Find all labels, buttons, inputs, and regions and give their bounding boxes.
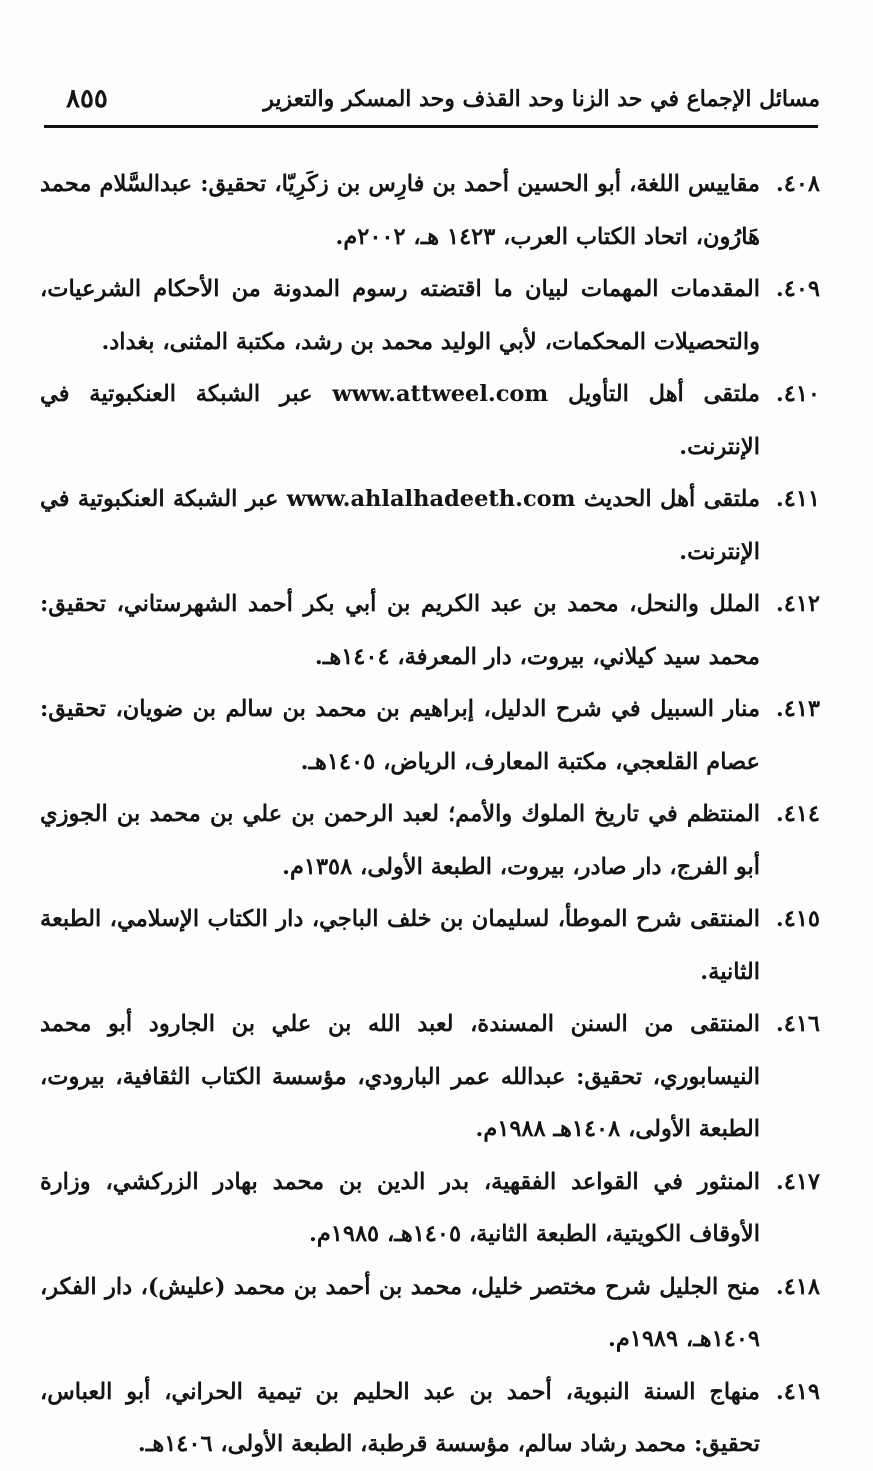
- entry-text: المقدمات المهمات لبيان ما اقتضته رسوم المدونة من الأحكام الشرعيات، والتحصيلات المحكمات، لأبي الوليد محمد بن رشد، مكتبة المثنى، بغداد.: [40, 276, 760, 355]
- bibliography-entry: [40, 158, 820, 263]
- entry-number: ٤١٧.: [775, 1168, 820, 1195]
- bibliography-entry: [40, 893, 820, 998]
- entry-text: المنتقى من السنن المسندة، لعبد الله بن علي بن الجارود أبو محمد النيسابوري، تحقيق: عبدالله عمر البارودي، مؤسسة الكتاب الثقافية، بيروت، الطبعة الأولى، ١٤٠٨هـ ١٩٨٨م.: [40, 1011, 760, 1142]
- page-header: [40, 78, 820, 124]
- entry-text: الملل والنحل، محمد بن عبد الكريم بن أبي بكر أحمد الشهرستاني، تحقيق: محمد سيد كيلاني، بيروت، دار المعرفة، ١٤٠٤هـ.: [40, 591, 760, 670]
- entry-number: ٤١٠.: [775, 381, 820, 407]
- bibliography-entry: [40, 1366, 820, 1471]
- entry-text: ملتقى أهل الحديث www.ahlalhadeeth.com عبر الشبكة العنكبوتية في الإنترنت.: [40, 486, 760, 565]
- entry-number: ٤١٢.: [775, 591, 820, 617]
- bibliography-entry: [40, 788, 820, 893]
- entry-number: ٤١١.: [775, 486, 820, 512]
- entry-text: منح الجليل شرح مختصر خليل، محمد بن أحمد بن محمد (عليش)، دار الفكر، ١٤٠٩هـ، ١٩٨٩م.: [40, 1273, 760, 1352]
- entry-number: ٤١٨.: [775, 1273, 820, 1300]
- bibliography-entry: [40, 998, 820, 1156]
- running-title: مسائل الإجماع في حد الزنا وحد القذف وحد المسكر والتعزير: [263, 86, 820, 112]
- entry-number: ٤١٤.: [775, 801, 820, 827]
- header-rule: [44, 125, 818, 128]
- entry-number: ٤١٥.: [775, 906, 820, 932]
- entry-text: المنتقى شرح الموطأ، لسليمان بن خلف الباجي، دار الكتاب الإسلامي، الطبعة الثانية.: [40, 906, 760, 985]
- entry-number: ٤١٦.: [775, 1011, 820, 1037]
- bibliography-entry: [40, 473, 820, 578]
- bibliography-entry: [40, 578, 820, 683]
- bibliography-entry: [40, 683, 820, 788]
- entry-text: ملتقى أهل التأويل www.attweel.com عبر الشبكة العنكبوتية في الإنترنت.: [40, 381, 760, 460]
- entry-number: ٤٠٨.: [775, 171, 820, 197]
- entry-number: ٤١٩.: [775, 1378, 820, 1405]
- bibliography-entry: [40, 1261, 820, 1366]
- entry-number: ٤٠٩.: [775, 276, 820, 302]
- entry-text: المنثور في القواعد الفقهية، بدر الدين بن محمد بهادر الزركشي، وزارة الأوقاف الكويتية، الطبعة الثانية، ١٤٠٥هـ، ١٩٨٥م.: [40, 1168, 760, 1247]
- bibliography-entry: [40, 263, 820, 368]
- entry-text: منار السبيل في شرح الدليل، إبراهيم بن محمد بن سالم بن ضويان، تحقيق: عصام القلعجي، مكتبة المعارف، الرياض، ١٤٠٥هـ.: [40, 696, 760, 775]
- entry-text: المنتظم في تاريخ الملوك والأمم؛ لعبد الرحمن بن علي بن محمد بن الجوزي أبو الفرج، دار صادر، بيروت، الطبعة الأولى، ١٣٥٨م.: [40, 801, 760, 880]
- bibliography-entry: [40, 368, 820, 473]
- page-number: ٨٥٥: [66, 84, 108, 114]
- entry-number: ٤١٣.: [775, 696, 820, 722]
- entry-text: منهاج السنة النبوية، أحمد بن عبد الحليم بن تيمية الحراني، أبو العباس، تحقيق: محمد رشاد سالم، مؤسسة قرطبة، الطبعة الأولى، ١٤٠٦هـ.: [40, 1378, 760, 1457]
- bibliography-entry: [40, 1156, 820, 1261]
- bibliography-list: [40, 158, 820, 1471]
- entry-text: مقاييس اللغة، أبو الحسين أحمد بن فارِس بن زكَرِيّا، تحقيق: عبدالسَّلام محمد هَارُون، اتحاد الكتاب العرب، ١٤٢٣ هـ، ٢٠٠٢م.: [40, 171, 760, 250]
